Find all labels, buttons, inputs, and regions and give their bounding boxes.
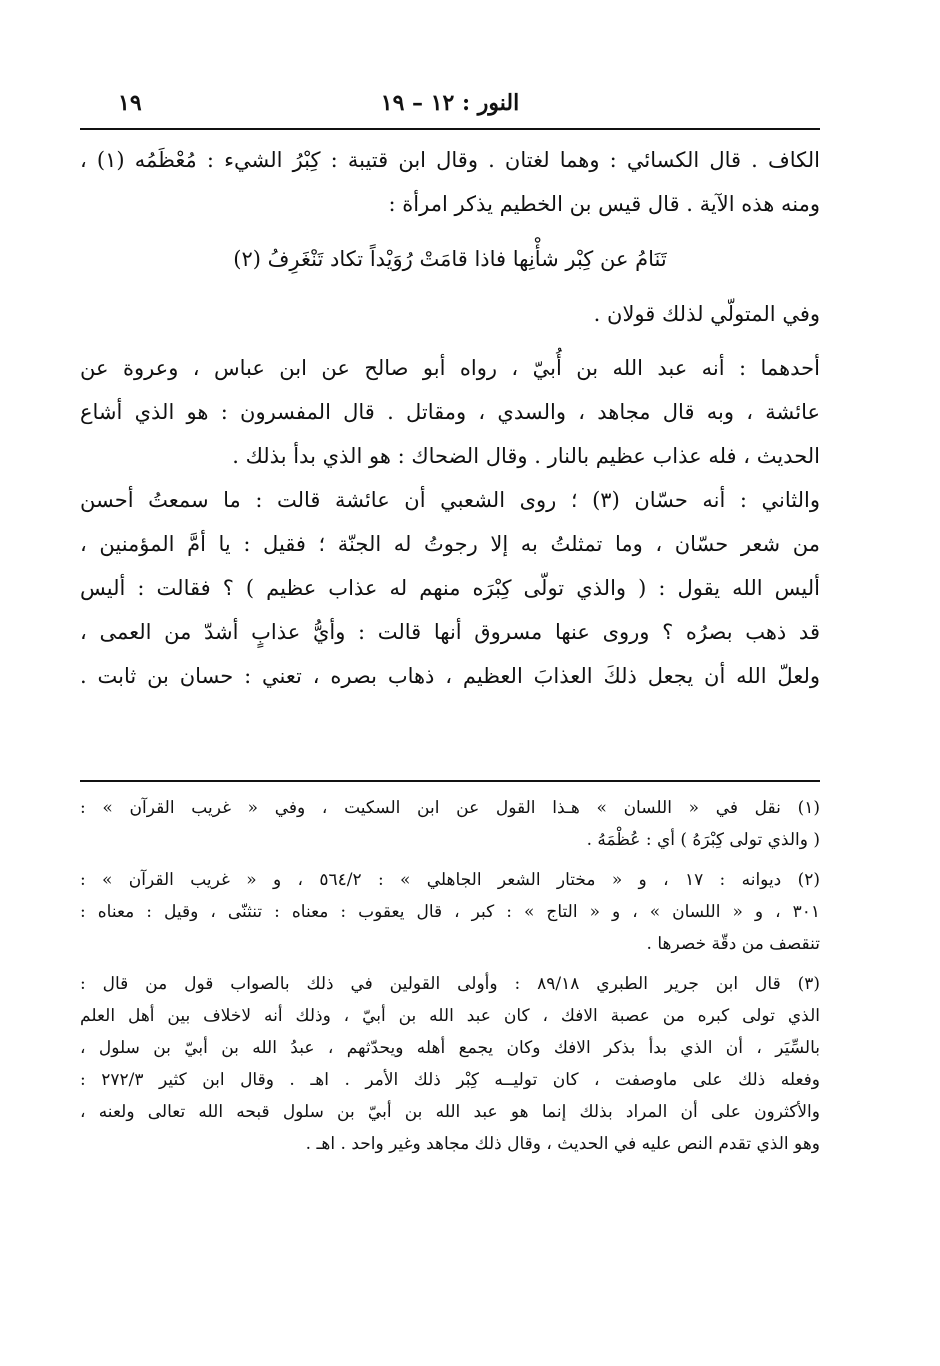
footnote-line: والأكثرون على أن المراد بذلك إنما هو عبد الله بن أبيّ بن سلول قبحه الله تعالى ولعنه ، [80, 1102, 820, 1122]
text-line: قد ذهب بصرُه ؟ وروى عنها مسروق أنها قالت : وأيُّ عذابٍ أشدّ من العمى ، [80, 620, 820, 644]
poetry-verse: تَنَامُ عن كِبْر شأْنِها فاذا قامَتْ رُوَيْداً تكاد تَنْغَرِفُ (٢) [233, 247, 667, 271]
header-title: النور : ١٢ – ١٩ [380, 90, 520, 116]
footnote-line: (١) نقل في « اللسان » هـذا القول عن ابن السكيت ، وفي « غريب القرآن » : [80, 798, 820, 818]
page-number: ١٩ [118, 90, 142, 116]
footnote-line: الذي تولى كبره من عصبة الافك ، كان عبد الله بن أبيّ ، وذلك أنه لاخلاف بين أهل العلم [80, 1006, 820, 1026]
footnote-gap [80, 856, 820, 864]
text-line: أحدهما : أنه عبد الله بن أُبيّ ، رواه أبو صالح عن ابن عباس ، وعروة عن [80, 356, 820, 380]
text-line: ومنه هذه الآية . قال قيس بن الخطيم يذكر امرأة : [388, 192, 820, 216]
footnote-line: وفعله ذلك على ماوصفت ، كان توليــه كِبْر ذلك الأمر . اهـ . وقال ابن كثير ٢٧٢/٣ : [80, 1070, 820, 1090]
text-line: الحديث ، فله عذاب عظيم بالنار . وقال الضحاك : هو الذي بدأ بذلك . [232, 444, 820, 468]
footnote-rule [80, 780, 820, 782]
text-line: من شعر حسّان ، وما تمثلتُ به إلا رجوتُ له الجنّة ؛ فقيل : يا أمَّ المؤمنين ، [80, 532, 820, 556]
text-line: والثاني : أنه حسّان (٣) ؛ روى الشعبي أن عائشة قالت : ما سمعتُ أحسن [80, 488, 820, 512]
footnote-line: بالسِّيَر ، أن الذي بدأ بذكر الافك وكان يجمع أهله ويحدّثهم ، عبدُ الله بن أبيّ بن سلول ، [80, 1038, 820, 1058]
text-line: عائشة ، وبه قال مجاهد ، والسدي ، ومقاتل . قال المفسرون : هو الذي أشاع [80, 400, 820, 424]
running-header [80, 90, 820, 130]
footnote-line: تنقصف من دقّة خصرها . [646, 934, 820, 954]
paragraph-gap [80, 336, 820, 346]
footnote-line: وهو الذي تقدم النص عليه في الحديث ، وقال ذلك مجاهد وغير واحد . اهـ . [305, 1134, 820, 1154]
footnote-line: ٣٠١ ، و « اللسان » ، و « التاج » : كبر ، قال يعقوب : معناه : تنثنّى ، وقيل : معناه : [80, 902, 820, 922]
footnote-line: (٢) ديوانه : ١٧ ، و « مختار الشعر الجاهلي » : ٥٦٤/٢ ، و « غريب القرآن » : [80, 870, 820, 890]
footnotes [80, 792, 820, 1160]
text-line: وفي المتولّي لذلك قولان . [593, 302, 820, 326]
text-line: ولعلّ الله أن يجعل ذلكَ العذابَ العظيم ، ذهاب بصره ، تعني : حسان بن ثابت . [80, 664, 820, 688]
footnote-line: ( والذي تولى كِبْرَهُ ) أي : عُظْمَهُ . [586, 830, 820, 850]
text-line: أليس الله يقول : ( والذي تولّى كِبْرَه منهم له عذاب عظيم ) ؟ فقالت : أليس [80, 576, 820, 600]
text-line: الكاف . قال الكسائي : وهما لغتان . وقال ابن قتيبة : كِبْرُ الشيء : مُعْظَمُه (١) ، [80, 148, 820, 172]
footnote-gap [80, 960, 820, 968]
header-rule [80, 128, 820, 130]
book-page [80, 80, 820, 1300]
main-text [80, 138, 820, 698]
footnote-line: (٣) قال ابن جرير الطبري ٨٩/١٨ : وأولى القولين في ذلك بالصواب قول من قال : [80, 974, 820, 994]
